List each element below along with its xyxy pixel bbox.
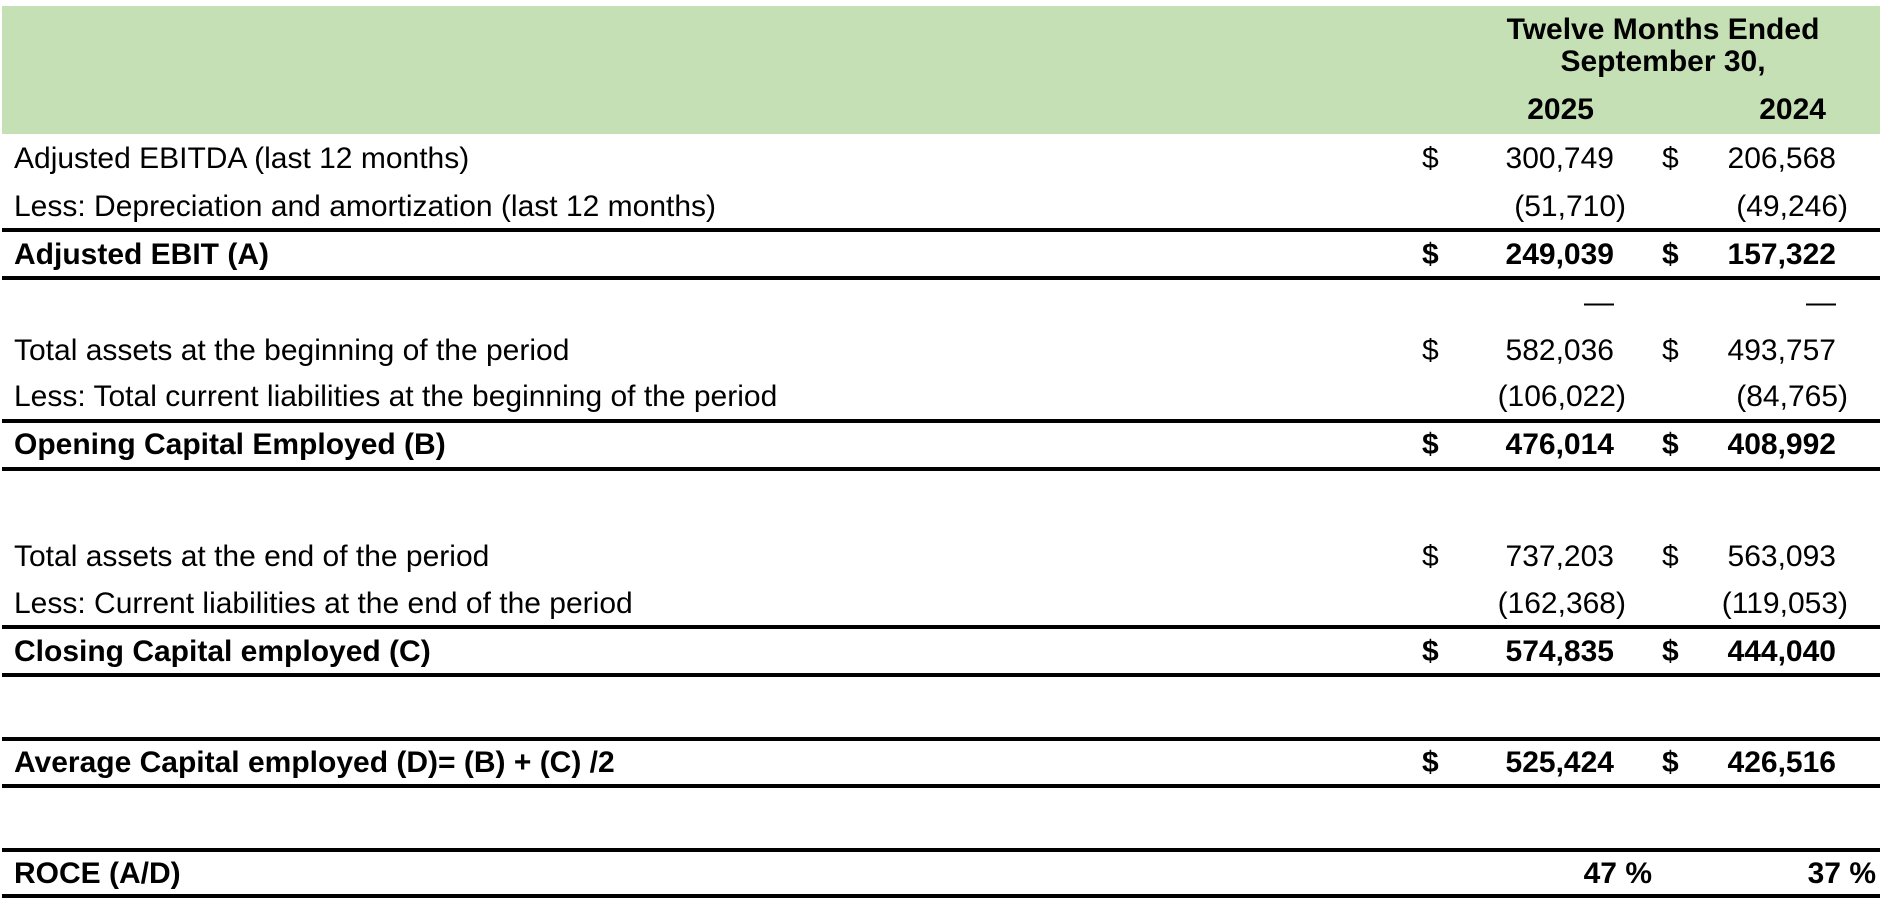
value-prior: 563,093 — [1727, 540, 1836, 573]
value-current: (51,710) — [1514, 190, 1626, 223]
value-current: (106,022) — [1497, 380, 1626, 413]
value-prior: 444,040 — [1727, 635, 1836, 668]
value-prior: 206,568 — [1727, 142, 1836, 175]
value-prior: (119,053) — [1721, 587, 1848, 620]
currency-sign: $ — [1662, 428, 1679, 461]
dash-prior: — — [1806, 286, 1836, 319]
value-current: 249,039 — [1505, 238, 1614, 271]
rule-line — [2, 784, 1880, 788]
rule-line — [2, 228, 1880, 232]
currency-sign: $ — [1662, 746, 1679, 779]
value-current: (162,368) — [1497, 587, 1626, 620]
rule-line — [2, 467, 1880, 471]
currency-sign: $ — [1662, 334, 1679, 367]
rule-line — [2, 673, 1880, 677]
rule-line — [2, 276, 1880, 280]
row-label-total-assets-end: Total assets at the end of the period — [14, 540, 490, 573]
period-heading-line1: Twelve Months Ended — [1506, 13, 1820, 46]
rule-line — [2, 737, 1880, 741]
row-label-total-assets-beginning: Total assets at the beginning of the period — [14, 334, 570, 367]
row-label-opening-capital-employed: Opening Capital Employed (B) — [14, 428, 446, 461]
value-prior: 157,322 — [1727, 238, 1836, 271]
rule-line — [2, 419, 1880, 423]
value-prior: 426,516 — [1727, 746, 1836, 779]
value-current: 574,835 — [1505, 635, 1614, 668]
row-label-liabilities-beginning: Less: Total current liabilities at the beginning of the period — [14, 380, 778, 413]
value-current: 47 % — [1583, 857, 1652, 890]
currency-sign: $ — [1662, 635, 1679, 668]
value-prior: 493,757 — [1727, 334, 1836, 367]
period-heading-line2: September 30, — [1560, 45, 1766, 78]
row-label-average-capital-employed: Average Capital employed (D)= (B) + (C) /2 — [14, 746, 615, 779]
value-current: 525,424 — [1505, 746, 1614, 779]
row-label-liabilities-end: Less: Current liabilities at the end of the period — [14, 587, 633, 620]
dash-current: — — [1584, 286, 1614, 319]
currency-sign: $ — [1422, 238, 1439, 271]
rule-line — [2, 625, 1880, 629]
value-current: 582,036 — [1505, 334, 1614, 367]
row-label-roce: ROCE (A/D) — [14, 857, 181, 890]
currency-sign: $ — [1662, 238, 1679, 271]
row-label-closing-capital-employed: Closing Capital employed (C) — [14, 635, 431, 668]
year-prior-heading: 2024 — [1759, 93, 1826, 126]
currency-sign: $ — [1662, 142, 1679, 175]
currency-sign: $ — [1422, 428, 1439, 461]
value-prior: 408,992 — [1727, 428, 1836, 461]
currency-sign: $ — [1422, 746, 1439, 779]
value-prior: (84,765) — [1736, 380, 1848, 413]
value-current: 737,203 — [1505, 540, 1614, 573]
currency-sign: $ — [1422, 540, 1439, 573]
rule-line — [2, 894, 1880, 898]
row-label-adjusted-ebit: Adjusted EBIT (A) — [14, 238, 269, 271]
year-current-heading: 2025 — [1527, 93, 1594, 126]
currency-sign: $ — [1422, 142, 1439, 175]
row-label-depreciation-amortization: Less: Depreciation and amortization (last 12 months) — [14, 190, 717, 223]
currency-sign: $ — [1422, 635, 1439, 668]
currency-sign: $ — [1422, 334, 1439, 367]
rule-line — [2, 848, 1880, 852]
value-prior: 37 % — [1807, 857, 1876, 890]
value-current: 300,749 — [1505, 142, 1614, 175]
value-current: 476,014 — [1505, 428, 1614, 461]
value-prior: (49,246) — [1736, 190, 1848, 223]
currency-sign: $ — [1662, 540, 1679, 573]
row-label-adjusted-ebitda: Adjusted EBITDA (last 12 months) — [14, 142, 470, 175]
